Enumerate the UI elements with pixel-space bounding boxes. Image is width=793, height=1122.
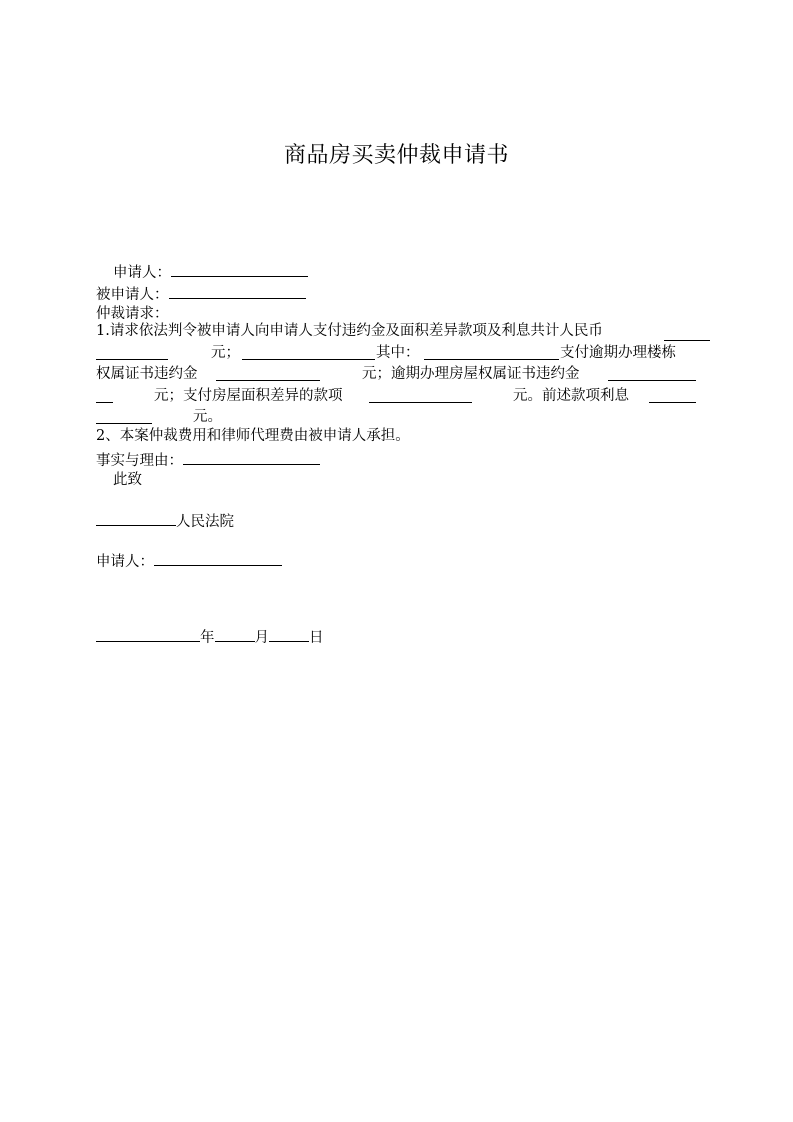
court-line <box>96 511 234 533</box>
respondent-blank[interactable] <box>169 284 306 299</box>
amount-blank[interactable] <box>242 345 375 360</box>
signature-blank[interactable] <box>154 551 282 566</box>
amount-among-blank[interactable] <box>424 345 559 360</box>
respondent-line <box>96 284 306 306</box>
total-amount-blank-2[interactable] <box>96 345 168 360</box>
request1-part-f: 元。前述款项利息 <box>513 387 629 404</box>
closing-text: 此致 <box>113 472 142 488</box>
document-title: 商品房买卖仲裁申请书 <box>283 143 509 168</box>
area-difference-blank[interactable] <box>369 388 472 403</box>
request1-part-a: 1.请求依法判令被申请人向申请人支付违约金及面积差异款项及利息共计人民币 <box>96 323 603 339</box>
applicant-line <box>113 262 308 284</box>
day-blank[interactable] <box>269 627 309 642</box>
request1-among-label: 其中： <box>376 344 420 361</box>
request1-part-c: 权属证书违约金 <box>96 366 198 382</box>
request1-part-d: 元；逾期办理房屋权属证书违约金 <box>362 366 580 382</box>
facts-blank[interactable] <box>183 450 320 465</box>
house-penalty-blank-1[interactable] <box>608 366 696 381</box>
interest-blank-2[interactable] <box>96 409 152 424</box>
month-blank[interactable] <box>215 627 255 642</box>
interest-blank-1[interactable] <box>649 388 696 403</box>
applicant-blank[interactable] <box>171 262 308 277</box>
request-2: 2、本案仲裁费用和律师代理费由被申请人承担。 <box>96 428 410 444</box>
signature-line <box>96 551 282 573</box>
date-line <box>96 627 324 649</box>
court-name-blank[interactable] <box>96 511 176 526</box>
request1-part-b: 支付逾期办理楼栋 <box>560 344 676 361</box>
request1-yuan-1: 元； <box>211 344 240 361</box>
court-suffix: 人民法院 <box>176 514 234 530</box>
date-day-label: 日 <box>309 630 324 646</box>
date-year-label: 年 <box>200 630 215 646</box>
total-amount-blank-1[interactable] <box>664 326 710 341</box>
requests-heading: 仲裁请求： <box>96 306 169 322</box>
house-penalty-blank-2[interactable] <box>96 388 113 403</box>
year-blank[interactable] <box>96 627 200 642</box>
request1-part-g: 元。 <box>193 409 222 425</box>
building-penalty-blank[interactable] <box>216 366 320 381</box>
applicant-label: 申请人： <box>113 265 171 281</box>
signature-label: 申请人： <box>96 554 154 570</box>
respondent-label: 被申请人： <box>96 287 169 303</box>
request-1 <box>96 321 698 429</box>
facts-label: 事实与理由： <box>96 453 183 469</box>
request1-part-e: 元；支付房屋面积差异的款项 <box>154 387 343 404</box>
facts-line <box>96 450 320 472</box>
date-month-label: 月 <box>254 630 269 646</box>
